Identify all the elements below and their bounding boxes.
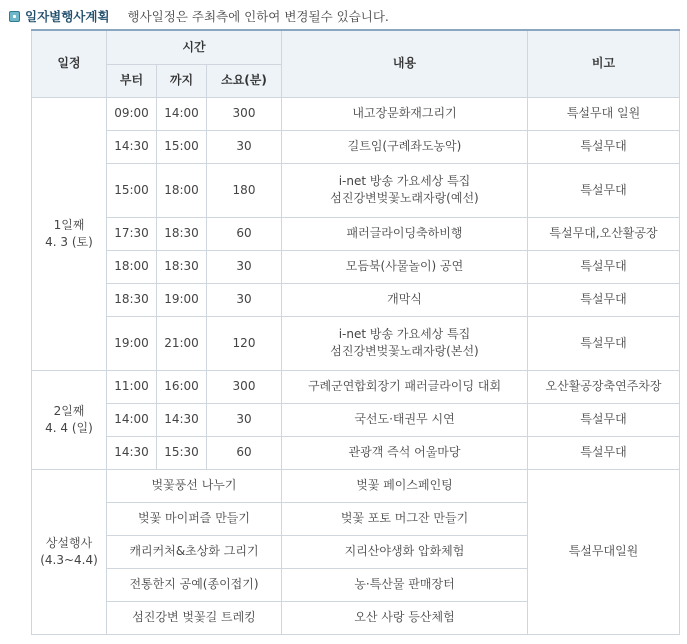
event-content <box>282 130 528 163</box>
table-row <box>32 436 680 469</box>
end-time: 19:00 <box>157 283 207 316</box>
table-row <box>32 469 680 502</box>
permanent-event-left: 섬진강변 벚꽃길 트레킹 <box>107 601 282 634</box>
end-time: 14:00 <box>157 97 207 130</box>
permanent-event-right: 벚꽃 포토 머그잔 만들기 <box>282 502 528 535</box>
event-content <box>282 370 528 403</box>
event-remarks: 특설무대 <box>528 436 680 469</box>
event-schedule-table <box>31 29 680 635</box>
event-content <box>282 217 528 250</box>
day-label-line: 4. 4 (일) <box>45 420 93 435</box>
event-content <box>282 163 528 217</box>
event-remarks: 특설무대 일원 <box>528 97 680 130</box>
day-label-cell <box>32 97 107 370</box>
event-content-line: 패러글라이딩축하비행 <box>346 226 463 240</box>
event-remarks: 특설무대 <box>528 130 680 163</box>
start-time: 15:00 <box>107 163 157 217</box>
table-row <box>32 217 680 250</box>
header-schedule: 일정 <box>32 30 107 97</box>
event-remarks: 특설무대 <box>528 283 680 316</box>
header-from: 부터 <box>107 64 157 97</box>
header-duration: 소요(분) <box>207 64 282 97</box>
end-time: 18:30 <box>157 250 207 283</box>
permanent-remarks: 특설무대일원 <box>528 469 680 634</box>
start-time: 18:30 <box>107 283 157 316</box>
event-content-line: 길트임(구례좌도농악) <box>347 139 462 153</box>
duration: 30 <box>207 283 282 316</box>
event-content <box>282 316 528 370</box>
duration: 30 <box>207 403 282 436</box>
duration: 30 <box>207 250 282 283</box>
start-time: 14:30 <box>107 130 157 163</box>
permanent-event-right: 지리산야생화 압화체험 <box>282 535 528 568</box>
end-time: 18:30 <box>157 217 207 250</box>
permanent-label-cell <box>32 469 107 634</box>
event-remarks: 오산활공장축연주차장 <box>528 370 680 403</box>
event-remarks: 특설무대,오산활공장 <box>528 217 680 250</box>
day-label-line: 2일째 <box>53 403 85 418</box>
start-time: 14:00 <box>107 403 157 436</box>
table-row <box>32 403 680 436</box>
event-content <box>282 436 528 469</box>
permanent-event-left: 벚꽃풍선 나누기 <box>107 469 282 502</box>
permanent-event-right: 벚꽃 페이스페인팅 <box>282 469 528 502</box>
event-content-line: 국선도·태권무 시연 <box>354 412 455 426</box>
end-time: 21:00 <box>157 316 207 370</box>
day-label-line: 1일째 <box>53 217 85 232</box>
end-time: 16:00 <box>157 370 207 403</box>
duration: 300 <box>207 97 282 130</box>
header-time: 시간 <box>107 30 282 64</box>
duration: 300 <box>207 370 282 403</box>
event-content-line: 섬진강변벚꽃노래자랑(예선) <box>330 191 479 205</box>
event-remarks: 특설무대 <box>528 316 680 370</box>
start-time: 09:00 <box>107 97 157 130</box>
permanent-event-left: 전통한지 공예(종이접기) <box>107 568 282 601</box>
header-content: 내용 <box>282 30 528 97</box>
table-row <box>32 163 680 217</box>
header-remarks: 비고 <box>528 30 680 97</box>
bullet-icon <box>9 11 20 22</box>
event-content-line: 섬진강변벚꽃노래자랑(본선) <box>330 344 479 358</box>
event-content <box>282 97 528 130</box>
end-time: 15:30 <box>157 436 207 469</box>
start-time: 18:00 <box>107 250 157 283</box>
event-content-line: i-net 방송 가요세상 특집 <box>338 174 471 188</box>
section-title: 일자별행사계획 <box>25 9 110 24</box>
table-row <box>32 97 680 130</box>
permanent-label-line: 상설행사 <box>45 535 93 550</box>
schedule-body <box>32 97 680 634</box>
permanent-event-right: 농·특산물 판매장터 <box>282 568 528 601</box>
end-time: 18:00 <box>157 163 207 217</box>
duration: 60 <box>207 436 282 469</box>
event-content-line: 구례군연합회장기 패러글라이딩 대회 <box>307 379 502 393</box>
duration: 30 <box>207 130 282 163</box>
event-content-line: 개막식 <box>387 292 422 306</box>
event-content-line: 내고장문화재그리기 <box>352 106 457 120</box>
table-row <box>32 283 680 316</box>
event-remarks: 특설무대 <box>528 403 680 436</box>
table-row <box>32 370 680 403</box>
day-label-cell <box>32 370 107 469</box>
permanent-event-left: 캐리커처&초상화 그리기 <box>107 535 282 568</box>
event-remarks: 특설무대 <box>528 250 680 283</box>
duration: 120 <box>207 316 282 370</box>
day-label-line: 4. 3 (토) <box>45 234 93 249</box>
start-time: 11:00 <box>107 370 157 403</box>
event-content-line: i-net 방송 가요세상 특집 <box>338 327 471 341</box>
table-row <box>32 250 680 283</box>
duration: 180 <box>207 163 282 217</box>
start-time: 17:30 <box>107 217 157 250</box>
table-row <box>32 316 680 370</box>
section-heading <box>9 7 389 25</box>
start-time: 19:00 <box>107 316 157 370</box>
start-time: 14:30 <box>107 436 157 469</box>
event-content-line: 모듬북(사물놀이) 공연 <box>345 259 464 273</box>
event-content-line: 관광객 즉석 어울마당 <box>348 445 461 459</box>
event-content <box>282 403 528 436</box>
duration: 60 <box>207 217 282 250</box>
table-row <box>32 130 680 163</box>
permanent-label-line: (4.3~4.4) <box>40 552 98 567</box>
event-content <box>282 250 528 283</box>
end-time: 15:00 <box>157 130 207 163</box>
permanent-event-left: 벚꽃 마이퍼즐 만들기 <box>107 502 282 535</box>
event-content <box>282 283 528 316</box>
end-time: 14:30 <box>157 403 207 436</box>
permanent-event-right: 오산 사랑 등산체험 <box>282 601 528 634</box>
schedule-notice: 행사일정은 주최측에 인하여 변경될수 있습니다. <box>127 9 389 24</box>
event-remarks: 특설무대 <box>528 163 680 217</box>
header-to: 까지 <box>157 64 207 97</box>
